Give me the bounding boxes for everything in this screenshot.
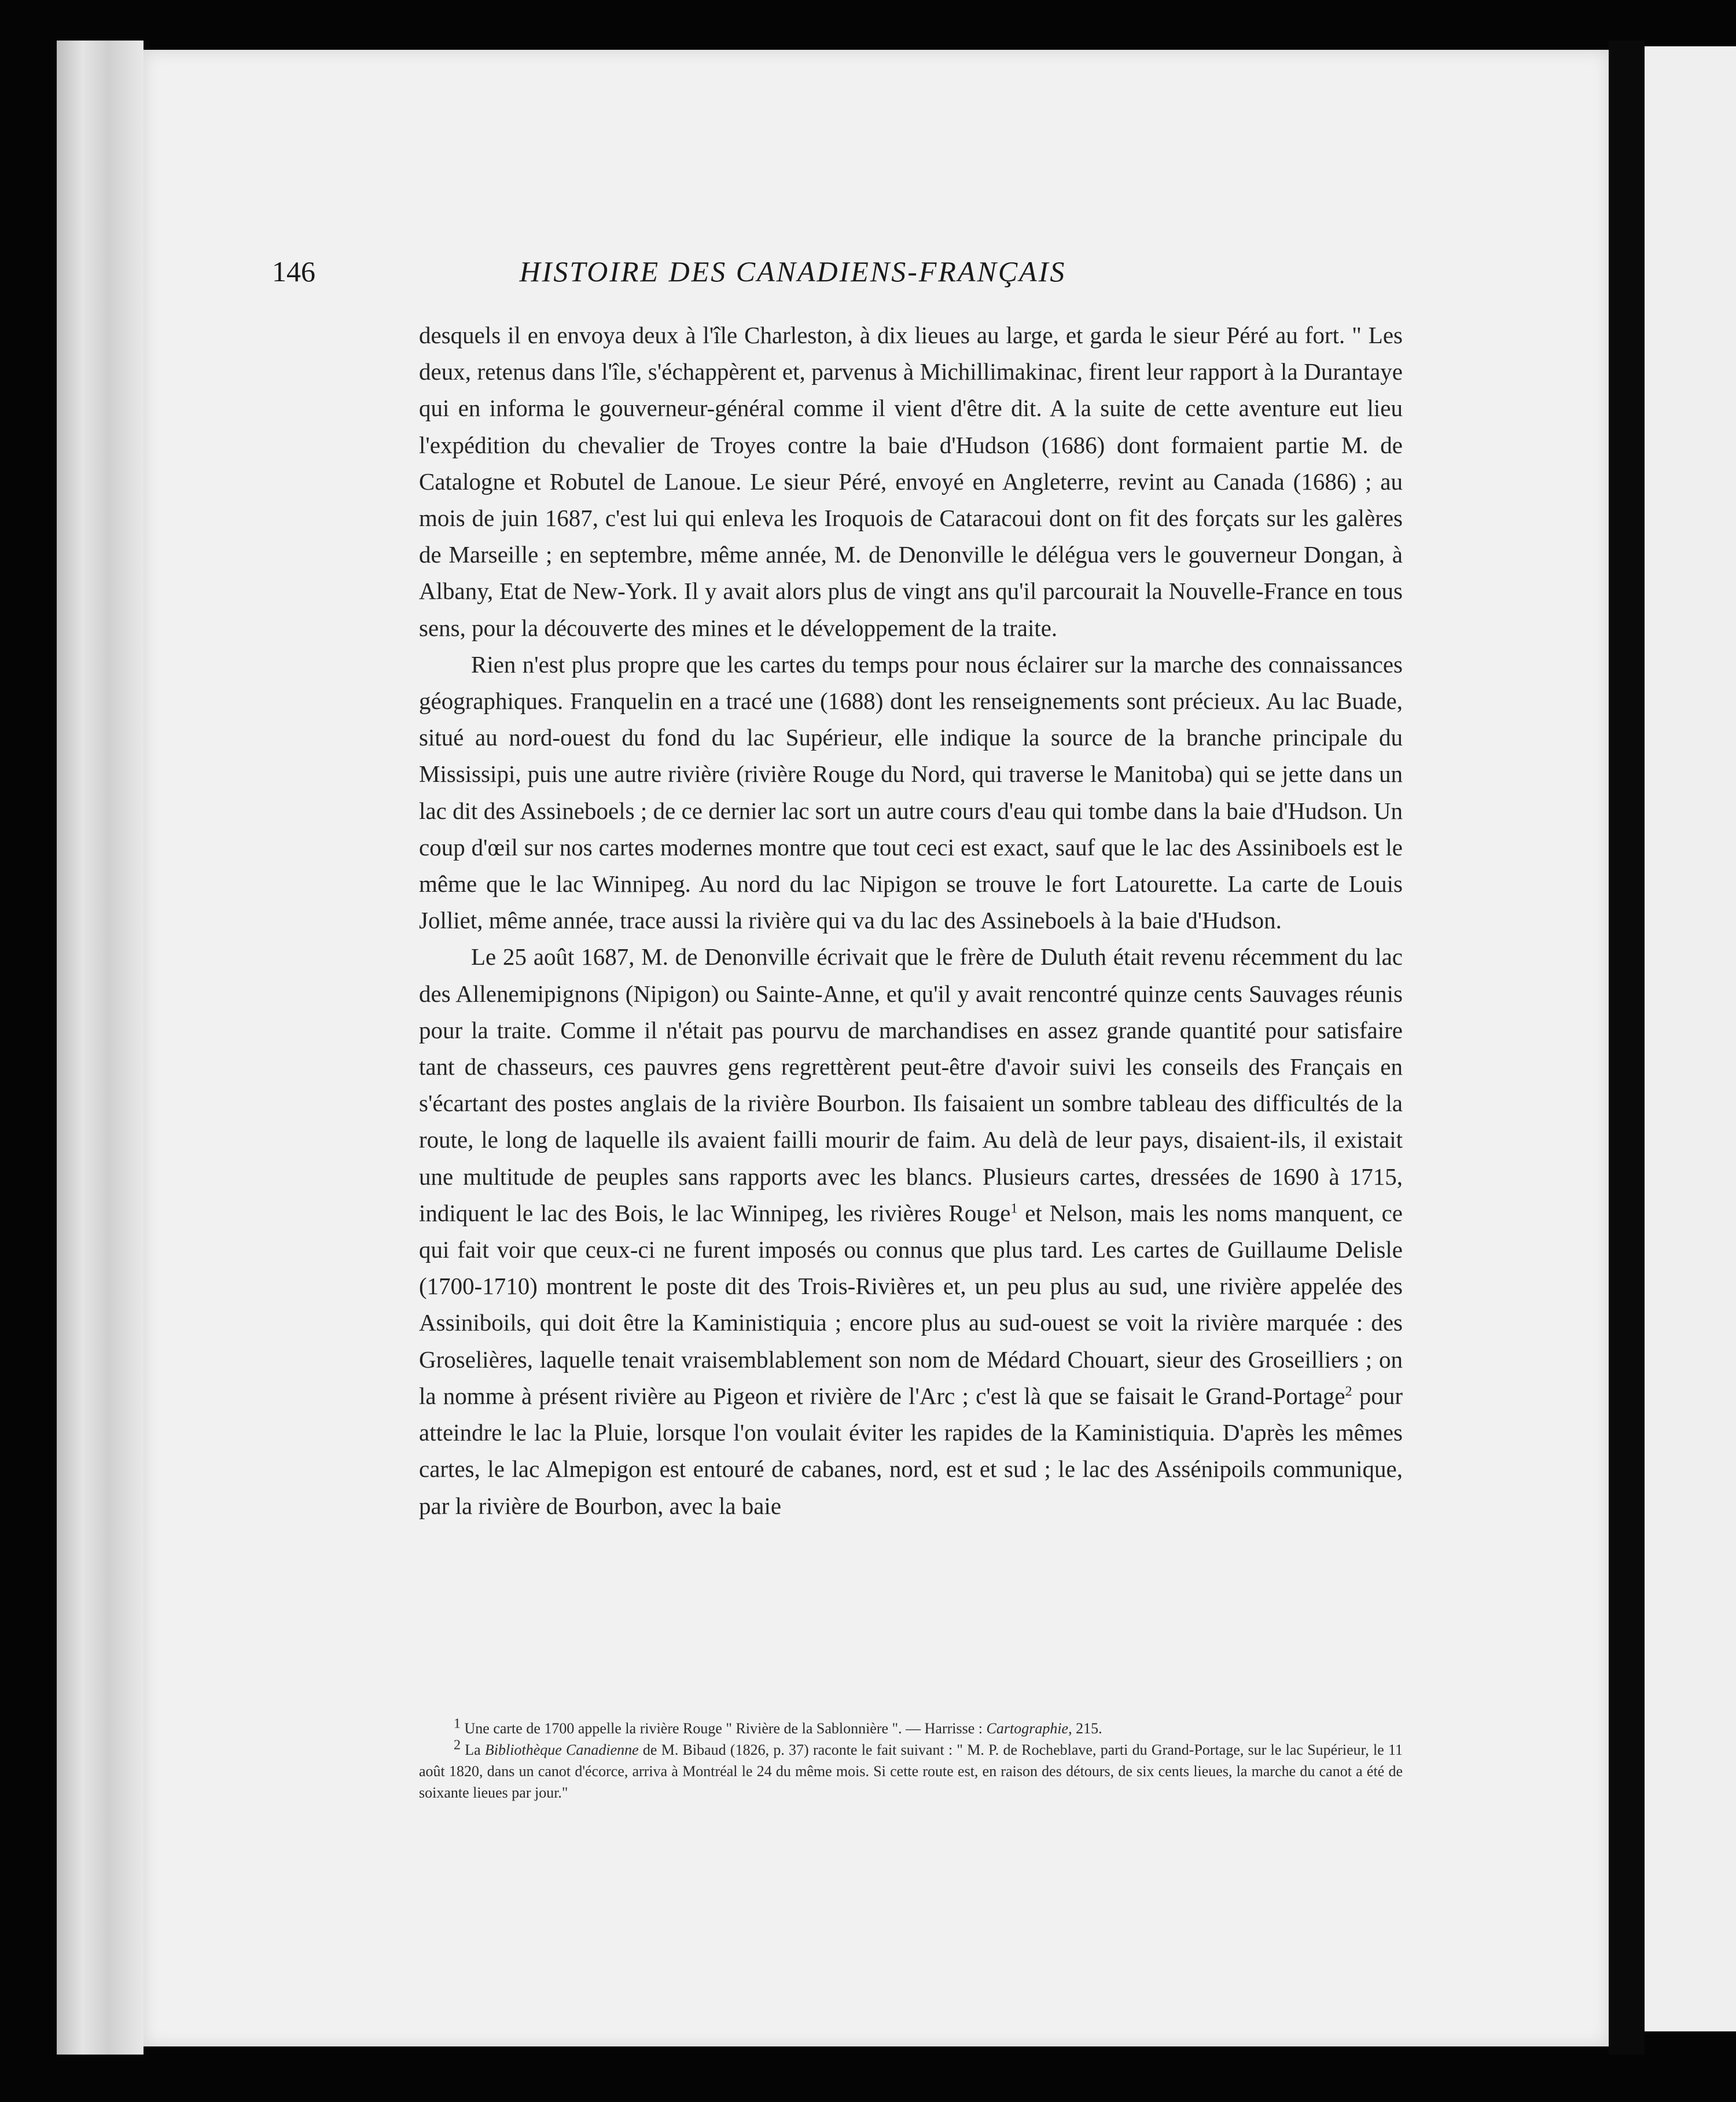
footnote-page: , 215. [1068,1720,1102,1737]
facing-page-edge [1645,46,1736,2031]
footnote-source: Cartographie [986,1720,1069,1737]
page-stack-edge [57,41,144,2055]
paragraph-text: et Nelson, mais les noms manquent, ce qui fait voir que ceux-ci ne furent imposés ou connus que plus tard. Les cartes de Guillaume Delisle (1700-1710) montrent le poste dit des Trois-Rivières et, un peu plus au sud, une rivière appelée des Assiniboils, qui doit être la Kaministiquia ; encore plus au sud-ouest se voit la rivière marquée : des Groselières, laquelle tenait vraisemblablement son nom de Médard Chouart, sieur des Groseilliers ; on la nomme à présent rivière au Pigeon et rivière de l'Arc ; c'est là que se faisait le Grand-Portage [419,1199,1403,1409]
footnote-text: de M. Bibaud (1826, p. 37) raconte le fait suivant : " M. P. de Rocheblave, parti du Grand-Portage, sur le lac Supérieur, le 11 août 1820, dans un canot d'écorce, arriva à Montréal le 24 du même mois. Si cette route est, en raison des détours, de six cents lieues, la marche du canot a été de soixante lieues par jour." [419,1741,1403,1801]
book-gutter [1609,41,1645,2055]
footnote-number: 1 [454,1716,461,1732]
running-head [272,255,1221,295]
paragraph: desquels il en envoya deux à l'île Charleston, à dix lieues au large, et garda le sieur Péré au fort. " Les deux, retenus dans l'île, s'échappèrent et, parvenus à Michillimakinac, firent leur rapport à la Durantaye qui en informa le gouverneur-général comme il vient d'être dit. A la suite de cette aventure eut lieu l'expédition du chevalier de Troyes contre la baie d'Hudson (1686) dont formaient partie M. de Catalogne et Robutel de Lanoue. Le sieur Péré, envoyé en Angleterre, revint au Canada (1686) ; au mois de juin 1687, c'est lui qui enleva les Iroquois de Cataracoui dont on fit des forçats sur les galères de Marseille ; en septembre, même année, M. de Denonville le délégua vers le gouverneur Dongan, à Albany, Etat de New-York. Il y avait alors plus de vingt ans qu'il parcourait la Nouvelle-France en tous sens, pour la découverte des mines et le développement de la traite. [419,322,1403,641]
footnotes [419,1718,1403,1803]
footnote [419,1739,1403,1803]
footnote-source: Bibliothèque Canadienne [484,1741,639,1758]
footnote-ref: 2 [1345,1384,1352,1399]
footnote-number: 2 [454,1737,461,1753]
page-number: 146 [272,255,315,288]
footnote-text: Une carte de 1700 appelle la rivière Rouge " Rivière de la Sablonnière ". — Harrisse : [464,1720,983,1737]
footnote-intro: La [465,1741,481,1758]
paragraph: Rien n'est plus propre que les cartes du temps pour nous éclairer sur la marche des connaissances géographiques. Franquelin en a tracé une (1688) dont les renseignements sont précieux. Au lac Buade, situé au nord-ouest du fond du lac Supérieur, elle indique la source de la branche principale du Mississipi, puis une autre rivière (rivière Rouge du Nord, qui traverse le Manitoba) qui se jette dans un lac dit des Assineboels ; de ce dernier lac sort un autre cours d'eau qui tombe dans la baie d'Hudson. Un coup d'œil sur nos cartes modernes montre que tout ceci est exact, sauf que le lac des Assiniboels est le même que le lac Winnipeg. Au nord du lac Nipigon se trouve le fort Latourette. La carte de Louis Jolliet, même année, trace aussi la rivière qui va du lac des Assineboels à la baie d'Hudson. [419,651,1403,934]
body-text [419,317,1403,1524]
book-title: HISTOIRE DES CANADIENS-FRANÇAIS [519,255,1066,288]
paragraph-text: Le 25 août 1687, M. de Denonville écrivait que le frère de Duluth était revenu récemment du lac des Allenemipignons (Nipigon) ou Sainte-Anne, et qu'il y avait rencontré quinze cents Sauvages réunis pour la traite. Comme il n'était pas pourvu de marchandises en assez grande quantité pour satisfaire tant de chasseurs, ces pauvres gens regrettèrent peut-être d'avoir suivi les conseils des Français en s'écartant des postes anglais de la rivière Bourbon. Ils faisaient un sombre tableau des difficultés de la route, le long de laquelle ils avaient failli mourir de faim. Au delà de leur pays, disaient-ils, il existait une multitude de peuples sans rapports avec les blancs. Plusieurs cartes, dressées de 1690 à 1715, indiquent le lac des Bois, le lac Winnipeg, les rivières Rouge [419,943,1403,1226]
footnote-ref: 1 [1010,1201,1018,1217]
paragraph [419,939,1403,1524]
footnote [419,1718,1403,1739]
paragraph-text: pour atteindre le lac la Pluie, lorsque l'on voulait éviter les rapides de la Kaministiquia. D'après les mêmes cartes, le lac Almepigon est entouré de cabanes, nord, est et sud ; le lac des Assénipoils communique, par la rivière de Bourbon, avec la baie [419,1382,1403,1519]
